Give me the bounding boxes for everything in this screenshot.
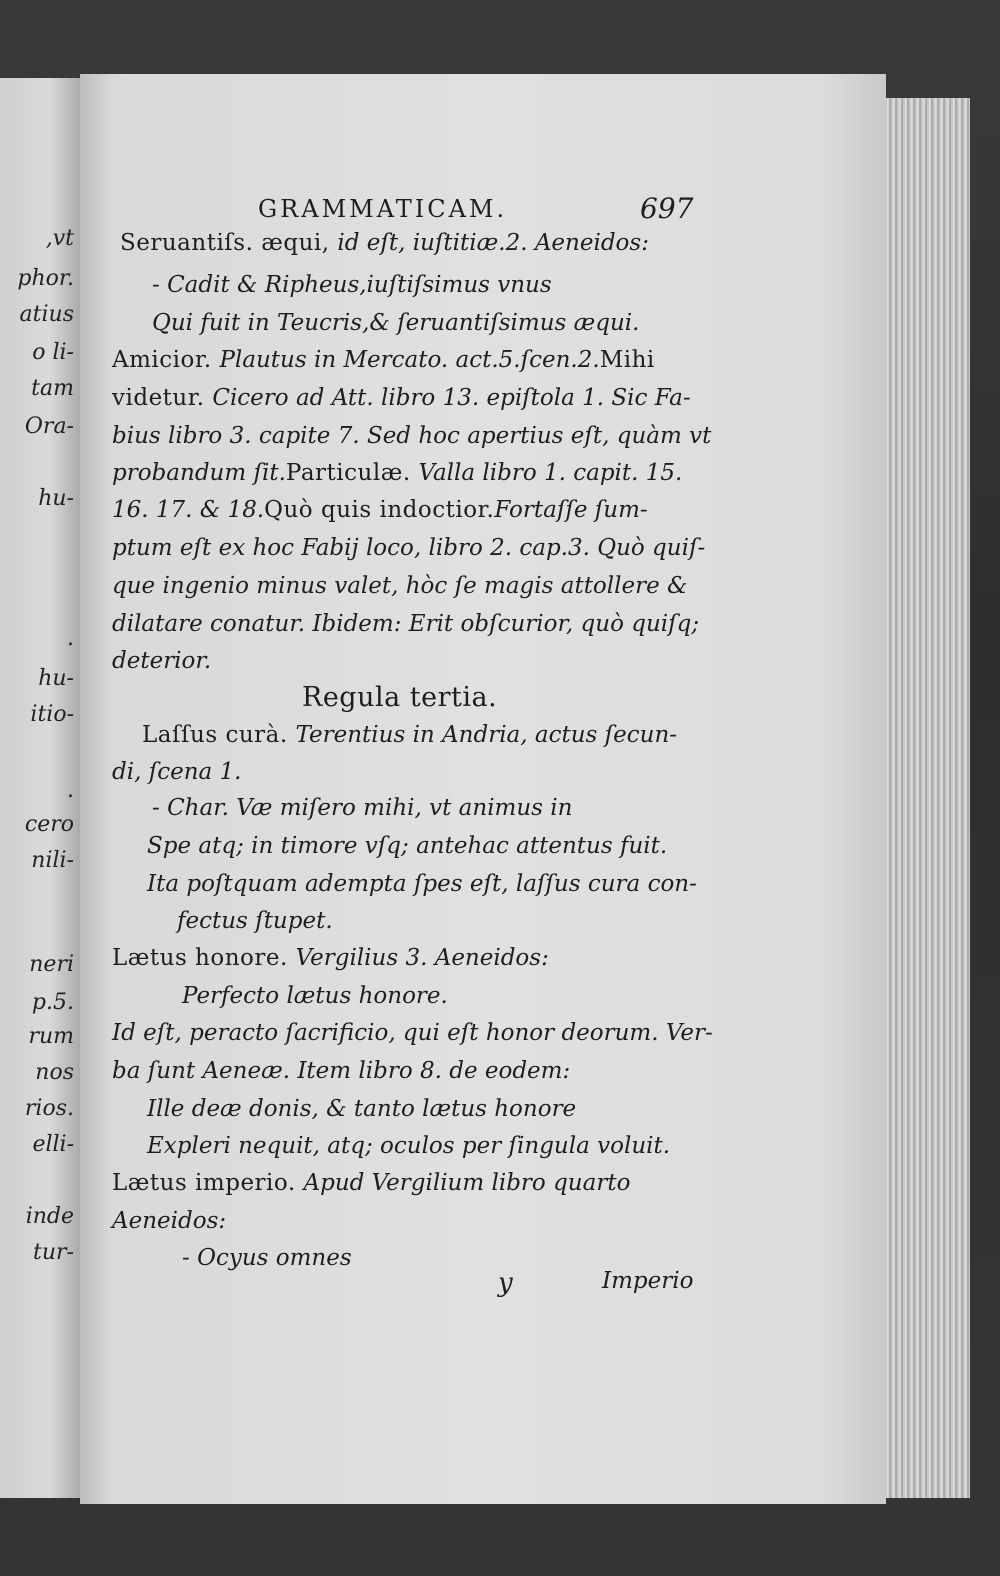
text-line xyxy=(177,908,333,934)
roman-text: Mihi xyxy=(599,347,655,373)
left-page-fragment: o li- xyxy=(32,340,74,365)
text-line xyxy=(112,460,682,486)
left-page-fragment: hu- xyxy=(38,486,74,511)
italic-text: dilatare conatur. Ibidem: Erit obſcurior, quò quiſq; xyxy=(112,611,700,637)
text-line xyxy=(112,945,549,971)
left-page-fragment: . xyxy=(67,626,74,651)
italic-text: 16. 17. & 18. xyxy=(112,497,265,523)
italic-text: bius libro 3. capite 7. Sed hoc apertius eſt, quàm vt xyxy=(112,423,712,449)
italic-text: Plautus in Mercato. act.5.ſcen.2. xyxy=(219,347,600,373)
italic-text: - Char. Væ miſero mihi, vt animus in xyxy=(152,795,573,821)
left-page-fragment: p.5. xyxy=(31,990,74,1015)
page-edges xyxy=(878,98,970,1498)
left-page-fragment: hu- xyxy=(38,666,74,691)
italic-text: Perfecto lætus honore. xyxy=(182,983,448,1009)
left-page-fragment: nili- xyxy=(31,848,74,873)
running-header: GRAMMATICAM. xyxy=(258,195,508,223)
text-line xyxy=(302,682,497,713)
italic-text: id eſt, iuſtitiæ.2. Aeneidos: xyxy=(337,230,649,256)
left-page-fragment: tur- xyxy=(33,1240,74,1265)
roman-text: Quò quis indoctior. xyxy=(264,497,495,523)
text-line xyxy=(112,573,688,599)
left-page-fragment: rios. xyxy=(24,1096,74,1121)
left-page-fragment: ,vt xyxy=(45,226,74,251)
italic-text: - Cadit & Ripheus,iuſtiſsimus vnus xyxy=(152,272,552,298)
italic-text: deterior. xyxy=(112,648,212,674)
italic-text: ptum eſt ex hoc Fabij loco, libro 2. cap.3. Quò quiſ- xyxy=(112,535,706,561)
text-line xyxy=(112,347,655,373)
left-page-fragment: cero xyxy=(24,812,74,837)
page-number: 697 xyxy=(640,192,694,225)
roman-text: Laſſus curà. xyxy=(142,722,296,748)
text-line xyxy=(112,611,699,637)
italic-text: Id eſt, peracto ſacrificio, qui eſt honor deorum. Ver- xyxy=(112,1020,713,1046)
text-line xyxy=(112,423,711,449)
text-line xyxy=(147,1133,670,1159)
italic-text: Spe atq; in timore vſq; antehac attentus fuit. xyxy=(147,833,668,859)
italic-text: Aeneidos: xyxy=(112,1208,227,1234)
italic-text: Terentius in Andria, actus ſecun- xyxy=(295,722,678,748)
left-page-fragment: Ora- xyxy=(24,414,74,439)
text-line xyxy=(112,1020,713,1046)
text-line xyxy=(112,1170,630,1196)
italic-text: Valla libro 1. capit. 15. xyxy=(418,460,683,486)
text-line xyxy=(147,1096,576,1122)
italic-text: Fortaſſe ſum- xyxy=(494,497,648,523)
text-line xyxy=(147,833,667,859)
text-line xyxy=(112,1058,570,1084)
left-facing-page xyxy=(0,78,82,1498)
roman-text: videtur. xyxy=(112,385,213,411)
italic-text: Vergilius 3. Aeneidos: xyxy=(295,945,549,971)
text-line xyxy=(147,871,697,897)
left-page-fragment: . xyxy=(67,778,74,803)
roman-text: Particulæ. xyxy=(285,460,419,486)
italic-text: Qui fuit in Teucris,& ſeruantiſsimus æqui. xyxy=(152,310,640,336)
italic-text: Apud Vergilium libro quarto xyxy=(303,1170,631,1196)
italic-text: Cicero ad Att. libro 13. epiſtola 1. Sic Fa- xyxy=(212,385,691,411)
italic-text: Expleri nequit, atq; oculos per ſingula voluit. xyxy=(147,1133,671,1159)
text-line xyxy=(182,1245,352,1271)
italic-text: Ita poſtquam adempta ſpes eſt, laſſus cura con- xyxy=(147,871,697,897)
text-line xyxy=(152,795,572,821)
italic-text: di, ſcena 1. xyxy=(112,759,242,785)
text-line xyxy=(112,385,691,411)
text-line xyxy=(112,497,648,523)
text-line xyxy=(112,535,705,561)
catchword: Imperio xyxy=(602,1268,694,1294)
signature-mark: y xyxy=(498,1268,513,1298)
italic-text: ba ſunt Aeneæ. Item libro 8. de eodem: xyxy=(112,1058,571,1084)
text-line xyxy=(152,272,552,298)
left-page-fragment: inde xyxy=(25,1204,74,1229)
roman-text: Amicior. xyxy=(112,347,220,373)
text-line xyxy=(112,648,211,674)
left-page-fragment: rum xyxy=(28,1024,74,1049)
italic-text: fectus ſtupet. xyxy=(177,908,333,934)
text-line xyxy=(120,230,649,256)
text-line xyxy=(152,310,639,336)
text-line xyxy=(182,983,448,1009)
left-page-fragment: atius xyxy=(19,302,74,327)
left-page-fragment: phor. xyxy=(17,266,74,291)
left-page-fragment: itio- xyxy=(30,702,74,727)
left-page-fragment: elli- xyxy=(32,1132,74,1157)
roman-text: Lætus honore. xyxy=(112,945,296,971)
roman-text: Regula tertia. xyxy=(302,682,498,713)
left-page-fragment: neri xyxy=(29,952,74,977)
text-line xyxy=(112,1208,226,1234)
roman-text: Seruantiſs. æqui, xyxy=(120,230,338,256)
left-page-fragment: tam xyxy=(31,376,74,401)
roman-text: Lætus imperio. xyxy=(112,1170,304,1196)
text-line xyxy=(142,722,677,748)
italic-text: probandum ſit. xyxy=(112,460,286,486)
italic-text: que ingenio minus valet, hòc ſe magis attollere & xyxy=(112,573,688,599)
left-page-fragment: nos xyxy=(35,1060,74,1085)
italic-text: Ille deæ donis, & tanto lætus honore xyxy=(147,1096,577,1122)
italic-text: - Ocyus omnes xyxy=(182,1245,352,1271)
text-line xyxy=(112,759,242,785)
